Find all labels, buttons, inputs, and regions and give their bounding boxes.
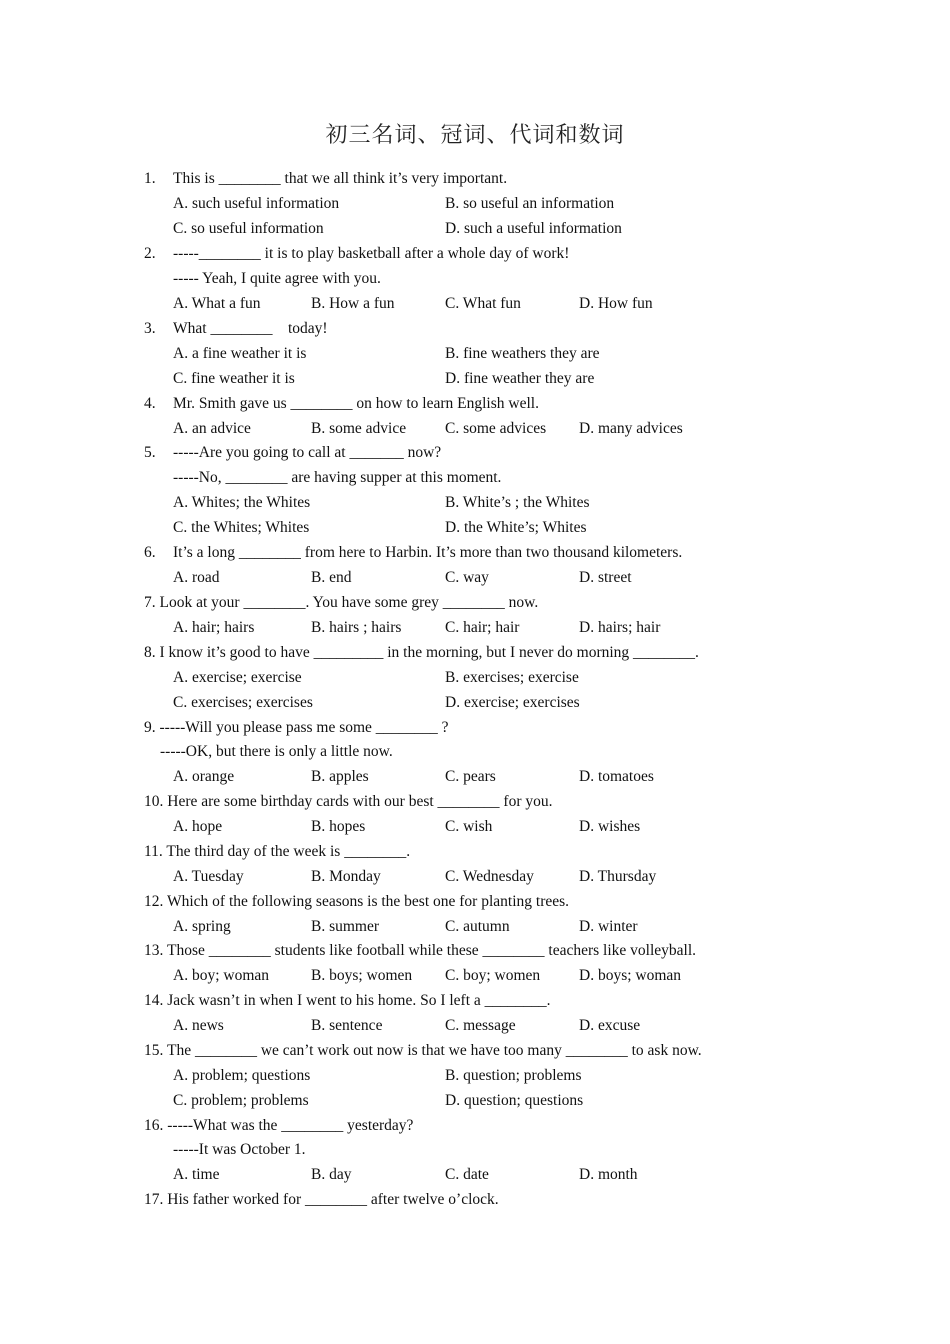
question-10-option-c: C. wish xyxy=(445,818,493,835)
question-14-option-c: C. message xyxy=(445,1017,516,1034)
question-15-option-a: A. problem; questions xyxy=(173,1067,311,1084)
question-16-stem: 16. -----What was the ________ yesterday? xyxy=(144,1117,414,1134)
question-11-option-b: B. Monday xyxy=(311,868,381,885)
question-15-stem: 15. The ________ we can’t work out now is that we have too many ________ to ask now. xyxy=(144,1042,702,1059)
question-11-option-d: D. Thursday xyxy=(579,868,657,885)
question-16-option-b: B. day xyxy=(311,1166,352,1183)
question-12-option-a: A. spring xyxy=(173,918,231,935)
question-16-option-a: A. time xyxy=(173,1166,220,1183)
question-14-stem: 14. Jack wasn’t in when I went to his home. So I left a ________. xyxy=(144,992,551,1009)
question-5-reply: -----No, ________ are having supper at this moment. xyxy=(173,469,502,486)
question-10-option-b: B. hopes xyxy=(311,818,366,835)
question-1-option-b: B. so useful an information xyxy=(445,195,615,212)
question-13-option-b: B. boys; women xyxy=(311,967,413,984)
question-5-option-a: A. Whites; the Whites xyxy=(173,494,311,511)
question-5-option-b: B. White’s ; the Whites xyxy=(445,494,590,511)
question-12-option-c: C. autumn xyxy=(445,918,510,935)
question-10-option-d: D. wishes xyxy=(579,818,641,835)
question-4-stem: 4. Mr. Smith gave us ________ on how to learn English well. xyxy=(144,395,539,412)
question-4-option-b: B. some advice xyxy=(311,420,407,437)
question-7-option-d: D. hairs; hair xyxy=(579,619,661,636)
question-7-option-c: C. hair; hair xyxy=(445,619,520,636)
question-15-option-b: B. question; problems xyxy=(445,1067,582,1084)
question-10-stem: 10. Here are some birthday cards with our best ________ for you. xyxy=(144,793,553,810)
question-13-stem: 13. Those ________ students like football while these ________ teachers like volleyball. xyxy=(144,942,697,959)
question-6-option-b: B. end xyxy=(311,569,352,586)
question-7-option-b: B. hairs ; hairs xyxy=(311,619,402,636)
question-9-option-d: D. tomatoes xyxy=(579,768,654,785)
question-17-stem: 17. His father worked for ________ after twelve o’clock. xyxy=(144,1191,499,1208)
question-11-option-c: C. Wednesday xyxy=(445,868,534,885)
question-8-option-b: B. exercises; exercise xyxy=(445,669,579,686)
question-1-option-c: C. so useful information xyxy=(173,220,324,237)
question-2-option-c: C. What fun xyxy=(445,295,521,312)
question-7-stem: 7. Look at your ________. You have some grey ________ now. xyxy=(144,594,539,611)
question-3-option-d: D. fine weather they are xyxy=(445,370,595,387)
question-2-option-b: B. How a fun xyxy=(311,295,395,312)
page-title: 初三名词、冠词、代词和数词 xyxy=(325,123,625,148)
question-4-option-d: D. many advices xyxy=(579,420,683,437)
question-6-option-a: A. road xyxy=(173,569,220,586)
question-6-option-d: D. street xyxy=(579,569,632,586)
question-2-stem: 2. -----________ it is to play basketball after a whole day of work! xyxy=(144,245,570,262)
question-10-option-a: A. hope xyxy=(173,818,223,835)
question-12-option-d: D. winter xyxy=(579,918,638,935)
question-2-reply: ----- Yeah, I quite agree with you. xyxy=(173,270,381,287)
question-12-stem: 12. Which of the following seasons is the best one for planting trees. xyxy=(144,893,570,910)
question-8-option-d: D. exercise; exercises xyxy=(445,694,580,711)
question-4-option-c: C. some advices xyxy=(445,420,547,437)
question-16-option-d: D. month xyxy=(579,1166,638,1183)
question-2-option-a: A. What a fun xyxy=(173,295,261,312)
question-8-option-c: C. exercises; exercises xyxy=(173,694,313,711)
question-15-option-c: C. problem; problems xyxy=(173,1092,309,1109)
question-6-stem: 6. It’s a long ________ from here to Harbin. It’s more than two thousand kilometers. xyxy=(144,544,683,561)
question-4-option-a: A. an advice xyxy=(173,420,251,437)
question-1-stem: 1. This is ________ that we all think it’s very important. xyxy=(144,170,508,187)
question-8-option-a: A. exercise; exercise xyxy=(173,669,302,686)
question-14-option-a: A. news xyxy=(173,1017,224,1034)
question-8-stem: 8. I know it’s good to have _________ in the morning, but I never do morning ________. xyxy=(144,644,699,661)
question-13-option-d: D. boys; woman xyxy=(579,967,682,984)
question-9-option-a: A. orange xyxy=(173,768,235,785)
question-12-option-b: B. summer xyxy=(311,918,380,935)
question-16-option-c: C. date xyxy=(445,1166,489,1183)
question-11-option-a: A. Tuesday xyxy=(173,868,244,885)
question-5-option-c: C. the Whites; Whites xyxy=(173,519,310,536)
question-5-option-d: D. the White’s; Whites xyxy=(445,519,587,536)
question-3-stem: 3. What ________ today! xyxy=(144,320,328,337)
question-9-option-c: C. pears xyxy=(445,768,496,785)
question-1-option-d: D. such a useful information xyxy=(445,220,622,237)
question-11-stem: 11. The third day of the week is ________. xyxy=(144,843,411,860)
question-16-reply: -----It was October 1. xyxy=(173,1141,306,1158)
question-13-option-c: C. boy; women xyxy=(445,967,541,984)
question-1-option-a: A. such useful information xyxy=(173,195,340,212)
question-3-option-c: C. fine weather it is xyxy=(173,370,295,387)
question-3-option-a: A. a fine weather it is xyxy=(173,345,307,362)
question-14-option-b: B. sentence xyxy=(311,1017,383,1034)
question-9-option-b: B. apples xyxy=(311,768,369,785)
question-7-option-a: A. hair; hairs xyxy=(173,619,255,636)
question-9-reply: -----OK, but there is only a little now. xyxy=(160,743,393,760)
question-5-stem: 5. -----Are you going to call at _______ now? xyxy=(144,444,442,461)
question-3-option-b: B. fine weathers they are xyxy=(445,345,600,362)
question-14-option-d: D. excuse xyxy=(579,1017,641,1034)
question-15-option-d: D. question; questions xyxy=(445,1092,584,1109)
question-6-option-c: C. way xyxy=(445,569,489,586)
question-13-option-a: A. boy; woman xyxy=(173,967,270,984)
question-2-option-d: D. How fun xyxy=(579,295,653,312)
question-9-stem: 9. -----Will you please pass me some ________ ? xyxy=(144,719,449,736)
